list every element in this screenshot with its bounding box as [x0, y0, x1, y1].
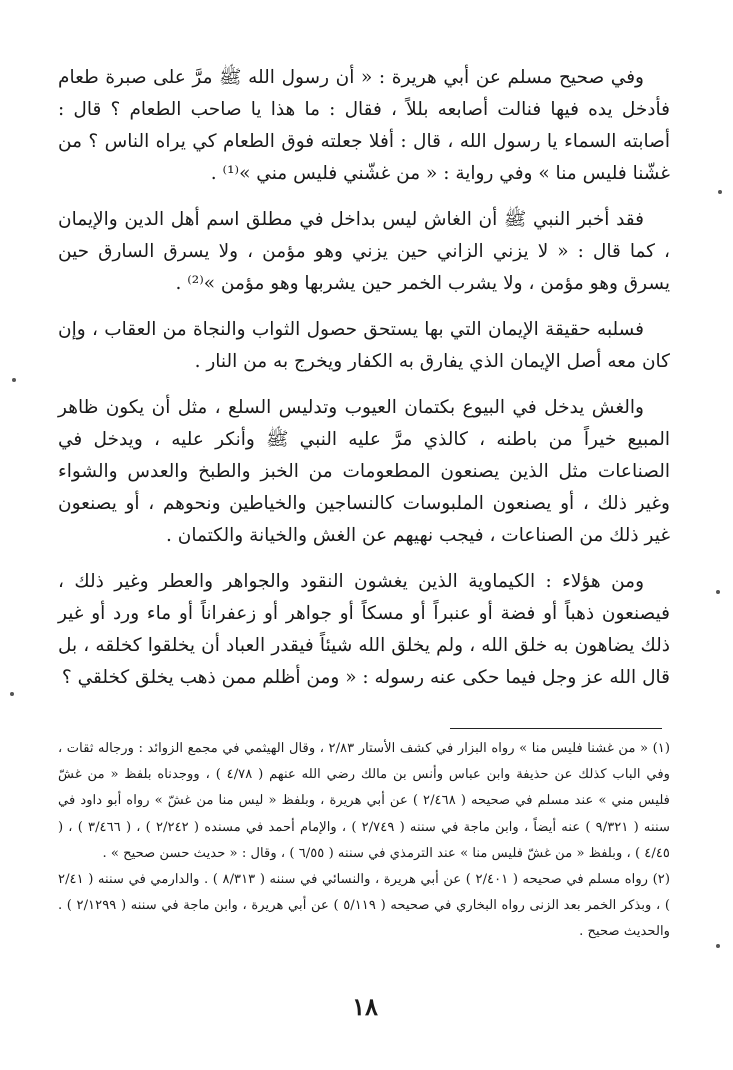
page-number: ١٨ — [352, 992, 378, 1021]
margin-speck — [10, 692, 14, 696]
paragraph-4: والغش يدخل في البيوع بكتمان العيوب وتدليس السلع ، مثل أن يكون ظاهر المبيع خيراً من باطنه ، كالذي مرَّ عليه النبي ﷺ وأنكر عليه ، ويدخل في الصناعات مثل الذين يصنعون المطعومات من الخبز والطبخ والعدس والشواء وغير ذلك ، أو يصنعون الملبوسات كالنساجين والخياطين ونحوهم ، أو يصنعون غير ذلك من الصناعات ، فيجب نهيهم عن الغش والخيانة والكتمان . — [58, 397, 670, 546]
footnote-2: (٢) رواه مسلم في صحيحه ( ٢/٤٠١ ) عن أبي هريرة ، والنسائي في سننه ( ٨/٣١٣ ) . والدارمي في سننه ( ٢/٤١ ) ، وبذكر الخمر بعد الزنى رواه البخاري في صحيحه ( ٥/١١٩ ) عن أبي هريرة ، وابن ماجة في سننه ( ٢/١٢٩٩ ) . والحديث صحيح . — [58, 872, 670, 940]
margin-speck — [716, 944, 720, 948]
footnotes — [58, 736, 670, 946]
footnote-separator — [450, 728, 662, 729]
footnote-1: (١) « من غشنا فليس منا » رواه البزار في كشف الأستار ٢/٨٣ ، وقال الهيثمي في مجمع الزوائد : ورجاله ثقات ، وفي الباب كذلك عن حذيفة وابن عباس وأنس بن مالك رضي الله عنهم ( ٤/٧٨ ) ، ووجدناه بلفظ « من غشّ فليس مني » عند مسلم في صحيحه ( ٢/٤٦٨ ) عن أبي هريرة ، وبلفظ « ليس منا من غشّ » رواه أبو داود في سننه ( ٩/٣٢١ ) عنه أيضاً ، وابن ماجة في سننه ( ٢/٧٤٩ ) ، والإمام أحمد في مسنده ( ٢/٢٤٢ ) ، ( ٣/٤٦٦ ) ، ( ٤/٤٥ ) ، وبلفظ « من غشّ فليس منا » عند الترمذي في سننه ( ٦/٥٥ ) ، وقال : « حديث حسن صحيح » . — [58, 741, 670, 861]
paragraph-2: فقد أخبر النبي ﷺ أن الغاش ليس بداخل في مطلق اسم أهل الدين والإيمان ، كما قال : « لا يزني الزاني حين يزني وهو مؤمن ، ولا يسرق السارق حين يسرق وهو مؤمن ، ولا يشرب الخمر حين يشربها وهو مؤمن »⁽²⁾ . — [58, 209, 670, 294]
margin-speck — [716, 590, 720, 594]
main-text — [58, 62, 670, 708]
paragraph-1: وفي صحيح مسلم عن أبي هريرة : « أن رسول الله ﷺ مرَّ على صبرة طعام فأدخل يده فيها فنالت أصابعه بللاً ، فقال : ما هذا يا صاحب الطعام ؟ قال : أصابته السماء يا رسول الله ، قال : أفلا جعلته فوق الطعام كي يراه الناس ؟ من غشّنا فليس منا » وفي رواية : « من غشّني فليس مني »⁽¹⁾ . — [58, 67, 670, 184]
margin-speck — [12, 378, 16, 382]
margin-speck — [718, 190, 722, 194]
paragraph-3: فسلبه حقيقة الإيمان التي بها يستحق حصول الثواب والنجاة من العقاب ، وإن كان معه أصل الإيمان الذي يفارق به الكفار ويخرج به من النار . — [58, 319, 670, 372]
paragraph-5: ومن هؤلاء : الكيماوية الذين يغشون النقود والجواهر والعطر وغير ذلك ، فيصنعون ذهباً أو فضة أو عنبراً أو مسكاً أو جواهر أو زعفراناً أو ماء ورد أو غير ذلك يضاهون به خلق الله ، ولم يخلق الله شيئاً فيقدر العباد أن يخلقوا كخلقه ، بل قال الله عز وجل فيما حكى عنه رسوله : « ومن أظلم ممن ذهب يخلق كخلقي ؟ — [58, 571, 670, 688]
